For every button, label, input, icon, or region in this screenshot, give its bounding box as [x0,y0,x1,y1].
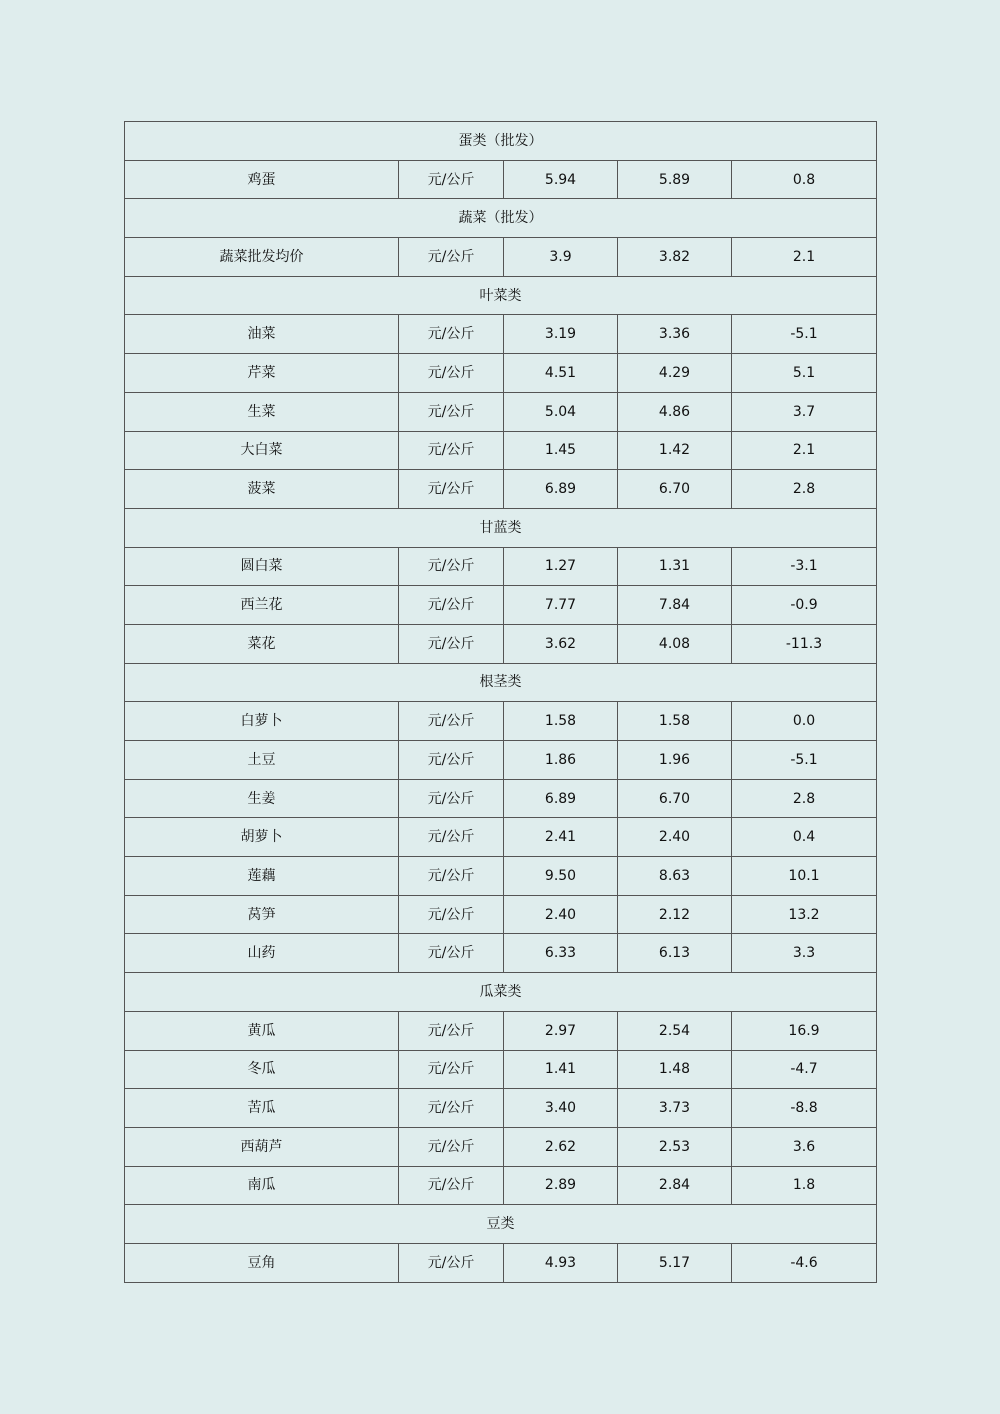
previous-price-cell: 3.73 [618,1089,732,1128]
change-percent-cell: 2.8 [732,470,877,509]
unit-cell: 元/公斤 [399,470,504,509]
table-row [125,741,877,780]
previous-price-cell: 1.48 [618,1050,732,1089]
previous-price-cell: 2.12 [618,895,732,934]
previous-price-cell: 2.53 [618,1127,732,1166]
unit-cell: 元/公斤 [399,1089,504,1128]
previous-price-cell: 3.36 [618,315,732,354]
current-price-cell: 1.58 [504,702,618,741]
product-name-cell: 南瓜 [125,1166,399,1205]
previous-price-cell: 4.08 [618,624,732,663]
table-row [125,392,877,431]
current-price-cell: 2.97 [504,1011,618,1050]
current-price-cell: 1.45 [504,431,618,470]
product-name-cell: 菜花 [125,624,399,663]
table-row [125,547,877,586]
product-name-cell: 油菜 [125,315,399,354]
change-percent-cell: 2.8 [732,779,877,818]
current-price-cell: 7.77 [504,586,618,625]
current-price-cell: 3.19 [504,315,618,354]
change-percent-cell: 1.8 [732,1166,877,1205]
unit-cell: 元/公斤 [399,1127,504,1166]
change-percent-cell: -3.1 [732,547,877,586]
unit-cell: 元/公斤 [399,779,504,818]
change-percent-cell: -11.3 [732,624,877,663]
table-row [125,1050,877,1089]
table-row [125,586,877,625]
unit-cell: 元/公斤 [399,818,504,857]
unit-cell: 元/公斤 [399,547,504,586]
table-row [125,470,877,509]
product-name-cell: 生姜 [125,779,399,818]
category-heading: 根茎类 [125,663,877,702]
category-heading: 豆类 [125,1205,877,1244]
product-name-cell: 豆角 [125,1243,399,1282]
change-percent-cell: 3.7 [732,392,877,431]
product-name-cell: 西葫芦 [125,1127,399,1166]
change-percent-cell: 16.9 [732,1011,877,1050]
current-price-cell: 6.89 [504,470,618,509]
unit-cell: 元/公斤 [399,895,504,934]
change-percent-cell: 0.0 [732,702,877,741]
unit-cell: 元/公斤 [399,160,504,199]
unit-cell: 元/公斤 [399,586,504,625]
current-price-cell: 2.40 [504,895,618,934]
product-name-cell: 莲藕 [125,857,399,896]
current-price-cell: 1.41 [504,1050,618,1089]
change-percent-cell: 3.3 [732,934,877,973]
previous-price-cell: 1.42 [618,431,732,470]
product-name-cell: 鸡蛋 [125,160,399,199]
product-name-cell: 胡萝卜 [125,818,399,857]
previous-price-cell: 6.13 [618,934,732,973]
previous-price-cell: 2.40 [618,818,732,857]
table-row [125,702,877,741]
previous-price-cell: 8.63 [618,857,732,896]
unit-cell: 元/公斤 [399,741,504,780]
table-row [125,315,877,354]
unit-cell: 元/公斤 [399,1166,504,1205]
current-price-cell: 3.9 [504,238,618,277]
change-percent-cell: 0.8 [732,160,877,199]
product-name-cell: 蔬菜批发均价 [125,238,399,277]
category-heading: 甘蓝类 [125,508,877,547]
current-price-cell: 1.86 [504,741,618,780]
product-name-cell: 苦瓜 [125,1089,399,1128]
previous-price-cell: 4.86 [618,392,732,431]
change-percent-cell: -4.7 [732,1050,877,1089]
table-row [125,934,877,973]
unit-cell: 元/公斤 [399,624,504,663]
category-heading: 蛋类（批发） [125,122,877,161]
category-row [125,1205,877,1244]
previous-price-cell: 1.58 [618,702,732,741]
category-row [125,199,877,238]
previous-price-cell: 4.29 [618,354,732,393]
change-percent-cell: -8.8 [732,1089,877,1128]
category-row [125,663,877,702]
current-price-cell: 2.89 [504,1166,618,1205]
unit-cell: 元/公斤 [399,702,504,741]
change-percent-cell: 2.1 [732,431,877,470]
previous-price-cell: 1.31 [618,547,732,586]
product-name-cell: 土豆 [125,741,399,780]
previous-price-cell: 6.70 [618,779,732,818]
previous-price-cell: 5.89 [618,160,732,199]
current-price-cell: 5.04 [504,392,618,431]
current-price-cell: 2.41 [504,818,618,857]
product-name-cell: 白萝卜 [125,702,399,741]
table-row [125,1243,877,1282]
current-price-cell: 4.51 [504,354,618,393]
category-heading: 叶菜类 [125,276,877,315]
change-percent-cell: 13.2 [732,895,877,934]
table-row [125,857,877,896]
table-row [125,624,877,663]
category-row [125,508,877,547]
change-percent-cell: 0.4 [732,818,877,857]
category-row [125,122,877,161]
change-percent-cell: -0.9 [732,586,877,625]
category-heading: 瓜菜类 [125,973,877,1012]
product-name-cell: 西兰花 [125,586,399,625]
current-price-cell: 3.40 [504,1089,618,1128]
price-table [124,121,877,1283]
category-row [125,276,877,315]
table-row [125,1166,877,1205]
current-price-cell: 6.89 [504,779,618,818]
category-heading: 蔬菜（批发） [125,199,877,238]
table-body [125,122,877,1283]
table-row [125,1127,877,1166]
change-percent-cell: 3.6 [732,1127,877,1166]
product-name-cell: 菠菜 [125,470,399,509]
change-percent-cell: -5.1 [732,741,877,780]
previous-price-cell: 1.96 [618,741,732,780]
table-row [125,238,877,277]
previous-price-cell: 2.84 [618,1166,732,1205]
current-price-cell: 4.93 [504,1243,618,1282]
current-price-cell: 9.50 [504,857,618,896]
product-name-cell: 芹菜 [125,354,399,393]
previous-price-cell: 7.84 [618,586,732,625]
current-price-cell: 6.33 [504,934,618,973]
change-percent-cell: -4.6 [732,1243,877,1282]
unit-cell: 元/公斤 [399,1011,504,1050]
product-name-cell: 生菜 [125,392,399,431]
unit-cell: 元/公斤 [399,934,504,973]
product-name-cell: 冬瓜 [125,1050,399,1089]
unit-cell: 元/公斤 [399,431,504,470]
unit-cell: 元/公斤 [399,1050,504,1089]
previous-price-cell: 3.82 [618,238,732,277]
current-price-cell: 5.94 [504,160,618,199]
change-percent-cell: 5.1 [732,354,877,393]
change-percent-cell: -5.1 [732,315,877,354]
unit-cell: 元/公斤 [399,238,504,277]
current-price-cell: 3.62 [504,624,618,663]
product-name-cell: 黄瓜 [125,1011,399,1050]
table-row [125,160,877,199]
table-row [125,818,877,857]
unit-cell: 元/公斤 [399,315,504,354]
product-name-cell: 山药 [125,934,399,973]
category-row [125,973,877,1012]
product-name-cell: 莴笋 [125,895,399,934]
product-name-cell: 大白菜 [125,431,399,470]
table-row [125,779,877,818]
previous-price-cell: 2.54 [618,1011,732,1050]
current-price-cell: 1.27 [504,547,618,586]
unit-cell: 元/公斤 [399,354,504,393]
change-percent-cell: 10.1 [732,857,877,896]
table-row [125,1011,877,1050]
change-percent-cell: 2.1 [732,238,877,277]
table-row [125,431,877,470]
unit-cell: 元/公斤 [399,857,504,896]
product-name-cell: 圆白菜 [125,547,399,586]
current-price-cell: 2.62 [504,1127,618,1166]
unit-cell: 元/公斤 [399,1243,504,1282]
table-row [125,354,877,393]
unit-cell: 元/公斤 [399,392,504,431]
table-row [125,1089,877,1128]
previous-price-cell: 5.17 [618,1243,732,1282]
table-row [125,895,877,934]
previous-price-cell: 6.70 [618,470,732,509]
